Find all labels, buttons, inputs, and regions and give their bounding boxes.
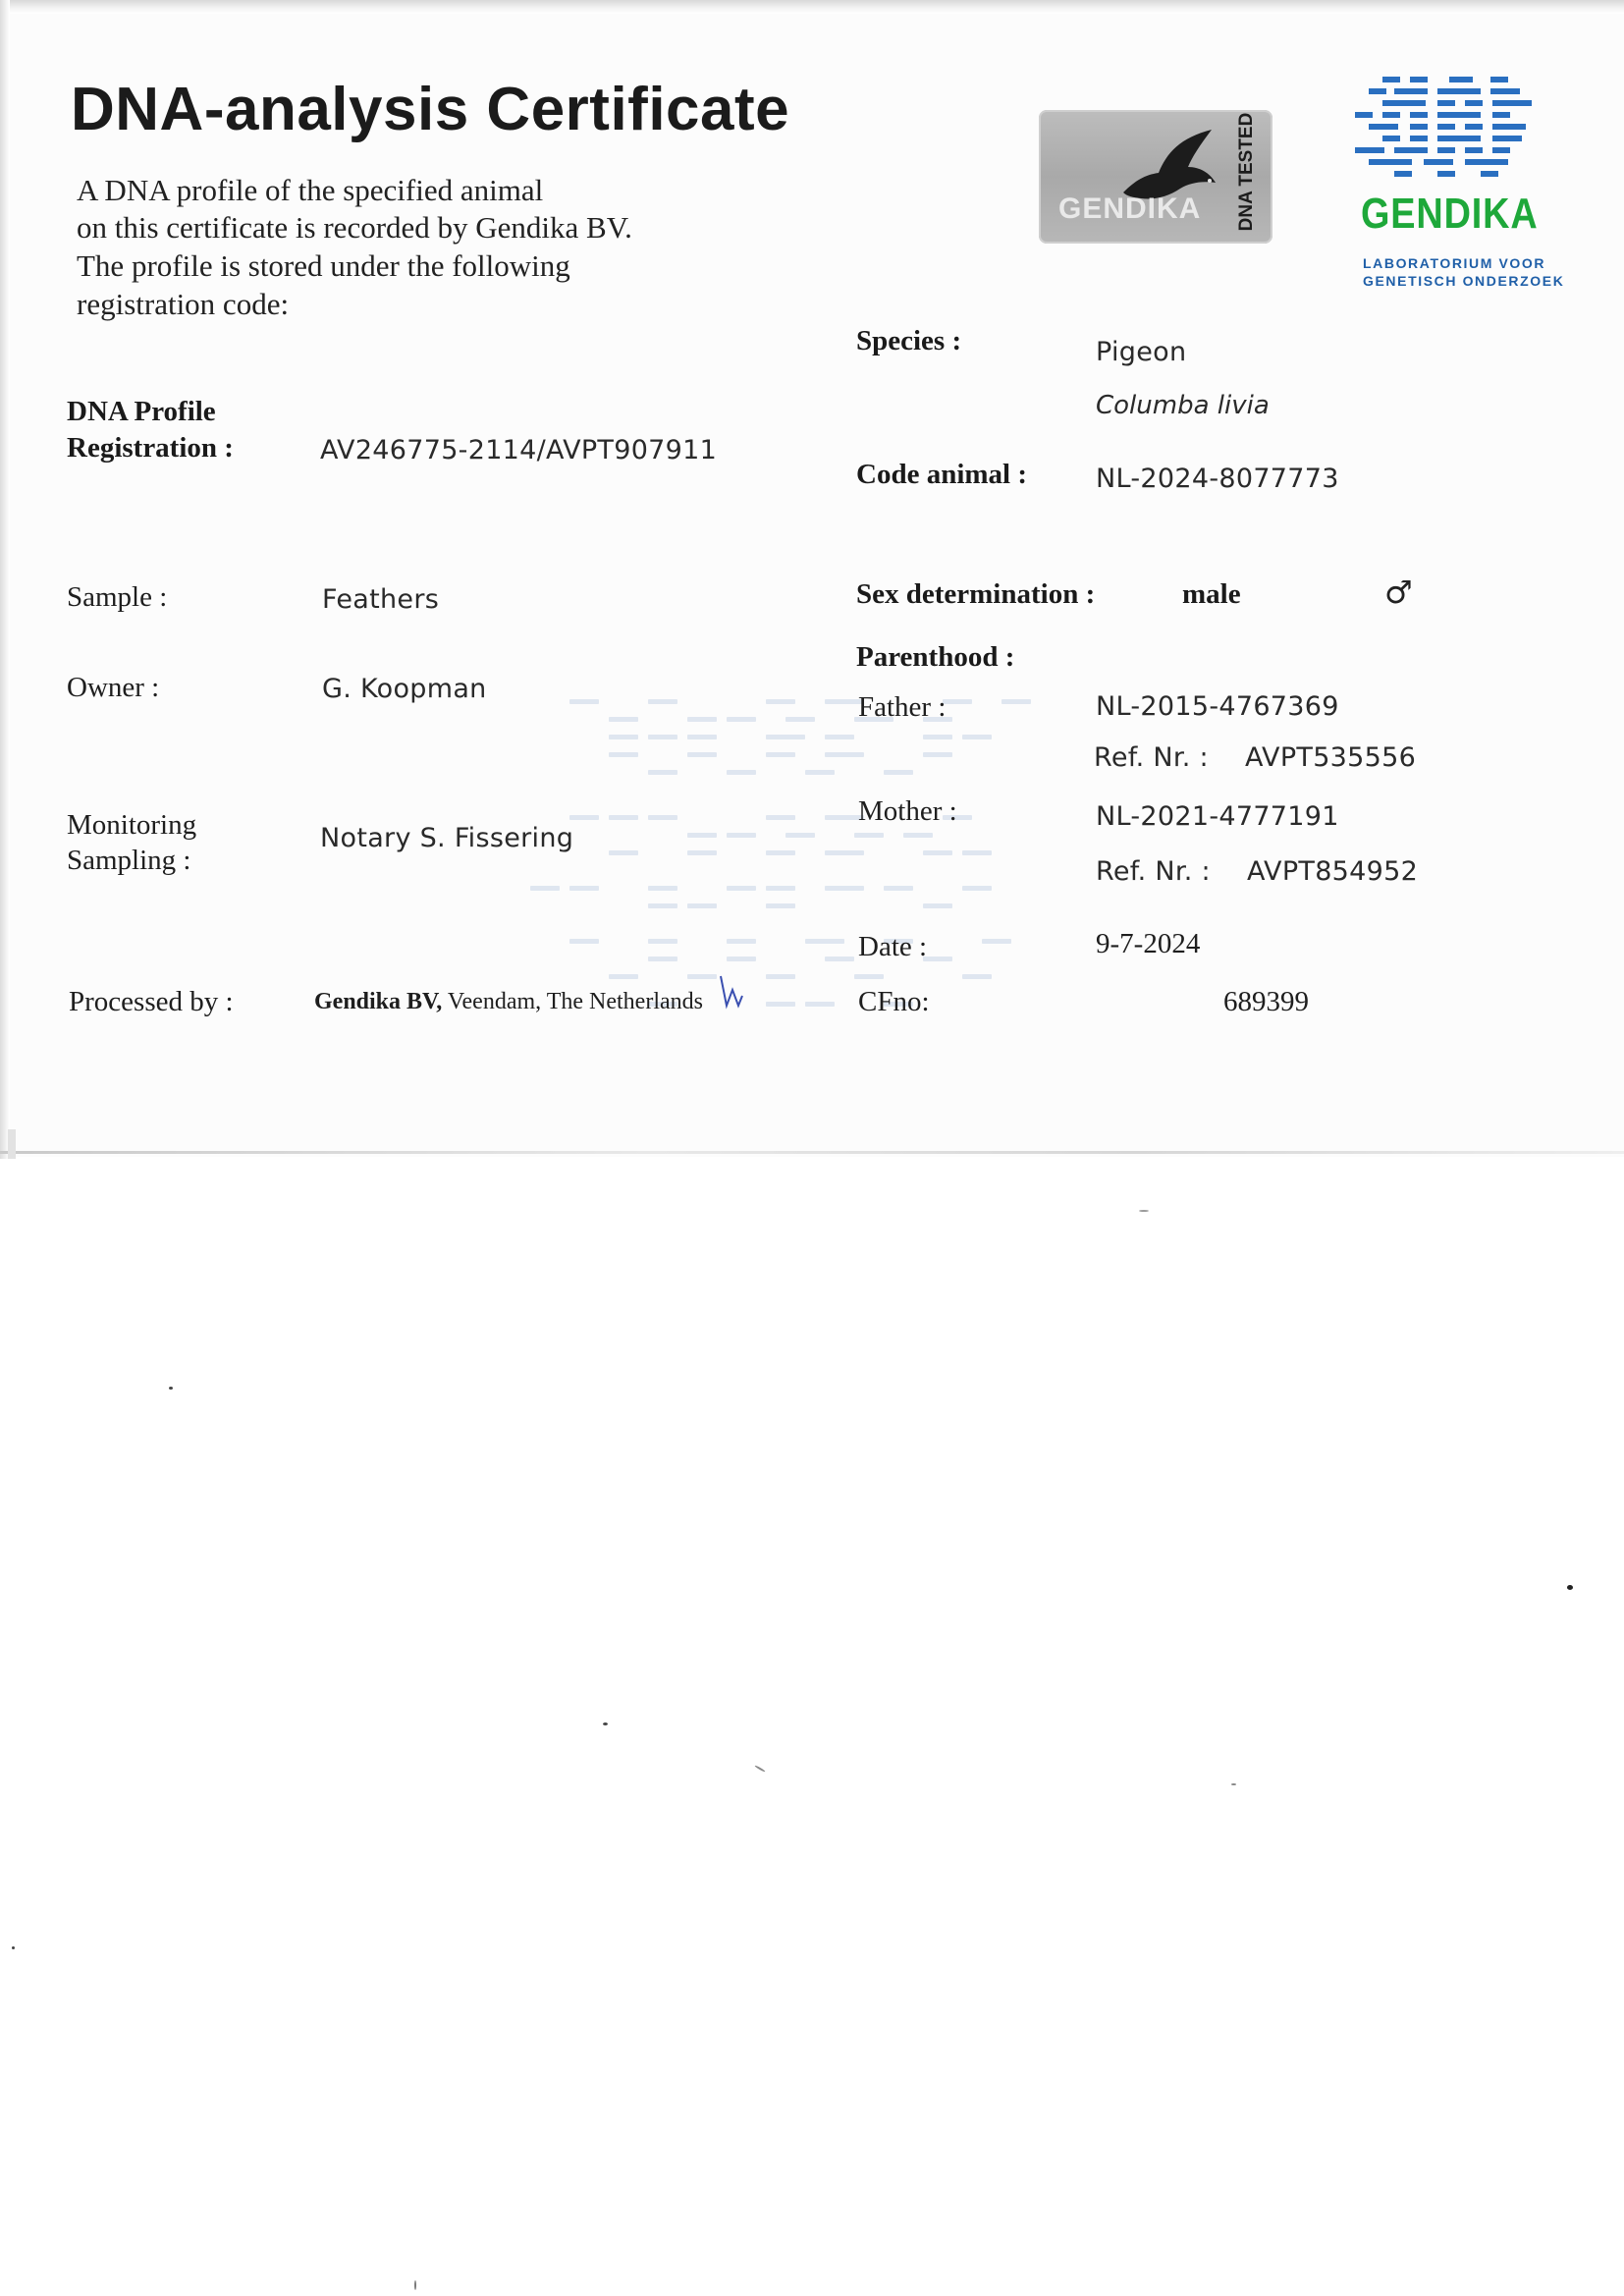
species-value: Pigeon <box>1096 337 1187 367</box>
sex-label: Sex determination : <box>856 578 1096 610</box>
father-value: NL-2015-4767369 <box>1096 691 1339 722</box>
scan-edge-left <box>0 0 10 1159</box>
processed-label: Processed by : <box>69 986 234 1017</box>
badge-brand: GENDIKA <box>1058 192 1202 225</box>
monitoring-value: Notary S. Fissering <box>320 823 574 853</box>
certificate-title: DNA-analysis Certificate <box>71 76 790 143</box>
cfno-label: CFno: <box>858 986 930 1017</box>
scan-speck <box>1139 1210 1149 1212</box>
profile-registration-value: AV246775-2114/AVPT907911 <box>320 435 718 465</box>
intro-line-3: The profile is stored under the following <box>77 248 570 283</box>
monitoring-label-1: Monitoring <box>67 809 197 841</box>
processed-company: Gendika BV, <box>314 989 443 1014</box>
date-value: 9-7-2024 <box>1096 928 1201 959</box>
species-latin: Columba livia <box>1096 391 1270 420</box>
scan-mark <box>8 1129 16 1159</box>
father-label: Father : <box>858 691 947 723</box>
code-animal-value: NL-2024-8077773 <box>1096 464 1339 494</box>
certificate-bottom-edge <box>0 1151 1624 1154</box>
cfno-value: 689399 <box>1223 986 1309 1017</box>
signature-mark <box>717 972 746 1013</box>
scan-speck <box>12 1946 15 1949</box>
profile-label-1: DNA Profile <box>67 396 216 427</box>
watermark-logo <box>530 678 1080 1031</box>
badge-side-strip <box>1225 112 1271 242</box>
mother-ref-value: AVPT854952 <box>1247 856 1419 887</box>
male-symbol-icon: ♂ <box>1384 574 1413 611</box>
sample-value: Feathers <box>322 584 440 615</box>
intro-line-4: registration code: <box>77 287 290 321</box>
sample-label: Sample : <box>67 581 168 613</box>
processed-location: Veendam, The Netherlands <box>442 989 703 1014</box>
gendika-logo-name: GENDIKA <box>1361 190 1539 238</box>
mother-value: NL-2021-4777191 <box>1096 801 1339 832</box>
father-ref-label: Ref. Nr. : <box>1094 742 1209 773</box>
badge-side-text: DNA TESTED <box>1236 112 1257 232</box>
scan-speck <box>1567 1585 1573 1590</box>
parenthood-label: Parenthood : <box>856 641 1015 673</box>
sex-value: male <box>1182 578 1241 610</box>
intro-line-1: A DNA profile of the specified animal <box>77 173 544 207</box>
scan-speck <box>754 1765 765 1773</box>
monitoring-label-2: Sampling : <box>67 845 191 876</box>
scan-speck <box>603 1722 608 1725</box>
mother-label: Mother : <box>858 795 957 827</box>
scan-speck <box>414 2280 416 2290</box>
logo-subtitle-1: LABORATORIUM VOOR <box>1363 255 1546 271</box>
intro-line-2: on this certificate is recorded by Gendika BV. <box>77 210 632 245</box>
code-animal-label: Code animal : <box>856 459 1027 490</box>
processed-value <box>314 989 703 1015</box>
scan-edge-top <box>0 0 1624 14</box>
scan-speck <box>1231 1783 1236 1785</box>
mother-ref-label: Ref. Nr. : <box>1096 856 1211 887</box>
father-ref-value: AVPT535556 <box>1245 742 1417 773</box>
dna-tested-badge <box>1039 110 1272 244</box>
species-label: Species : <box>856 325 962 356</box>
profile-label-2: Registration : <box>67 432 234 464</box>
logo-subtitle-2: GENETISCH ONDERZOEK <box>1363 273 1565 289</box>
gendika-logo-icon <box>1355 75 1542 177</box>
owner-label: Owner : <box>67 672 160 703</box>
owner-value: G. Koopman <box>322 674 487 704</box>
date-label: Date : <box>858 931 928 962</box>
scan-speck <box>169 1387 173 1390</box>
